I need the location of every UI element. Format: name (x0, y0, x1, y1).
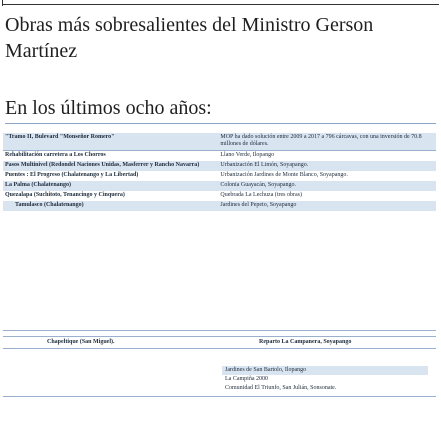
table-cell-left: Rehabilitación carretera a Los Chorros (5, 152, 106, 158)
works-table (3, 133, 436, 211)
table-row (3, 191, 436, 201)
table-row (3, 337, 436, 349)
table-row (3, 201, 436, 211)
table-cell-left: Chapeltique (San Miguel). (3, 337, 219, 349)
section-heading: En los últimos ocho años: (5, 97, 212, 119)
table-cell-left: Puentes : El Progreso (Chalatenango y La Libertad) (5, 172, 139, 178)
table-row (222, 366, 428, 375)
table-cell-right: Llano Verde, Ilopango (220, 152, 275, 158)
table-row (3, 171, 436, 181)
page-title: Obras más sobresalientes del Ministro Gerson Martínez (5, 14, 374, 62)
table-cell-left: Quezalapa (Suchitoto, Tenancingo y Cinquera) (5, 192, 125, 198)
table-cell-right: Quebrada La Lechuza (tres obras) (220, 192, 303, 198)
table-row (222, 384, 428, 393)
table-cell: Comunidad El Triunfo, San Julián, Sonsonate. (225, 385, 337, 391)
table-row (3, 133, 436, 151)
table-cell-right: Urbanización Jardines de Monte Blanco, Soyapango. (220, 172, 348, 178)
bottom-rule (3, 396, 436, 397)
table-cell-right: Reparto La Campanera, Soyapango (219, 337, 436, 349)
table-cell: La Campiña 2000 (225, 376, 268, 382)
table-cell-right: MOP ha dado solución entre 2009 a 2017 a 796 cárcavas, con una inversión de 70.8 millones de dólares. (218, 133, 436, 151)
table-cell-left: Tamulasco (Chalatenango) (3, 201, 218, 211)
table-cell-right: Jardines del Pepeto, Soyapango (218, 201, 436, 211)
table-cell-left: La Palma (Chalatenango) (3, 181, 218, 191)
table-cell: Jardines de San Bartolo, Ilopango (222, 366, 428, 375)
margin-tick (2, 0, 3, 6)
table-cell-right: Colonia Guayacán, Soyapango. (218, 181, 436, 191)
extra-locations-table (222, 366, 428, 393)
table-row (3, 151, 436, 162)
table-row (222, 375, 428, 384)
works-table-continued (3, 336, 436, 349)
table-row (3, 181, 436, 191)
table-divider (3, 330, 436, 331)
table-row (3, 161, 436, 171)
table-cell-right: Urbanización El Limón, Soyapango. (218, 161, 436, 171)
table-cell-left: "Tramo II, Bulevard "Monseñor Romero" (3, 133, 218, 151)
top-rule (2, 4, 439, 5)
heading-underline (5, 123, 436, 124)
table-cell-left: Pasos Multinivel (Redondel Naciones Unidas, Masferrer y Rancho Navarra) (3, 161, 218, 171)
